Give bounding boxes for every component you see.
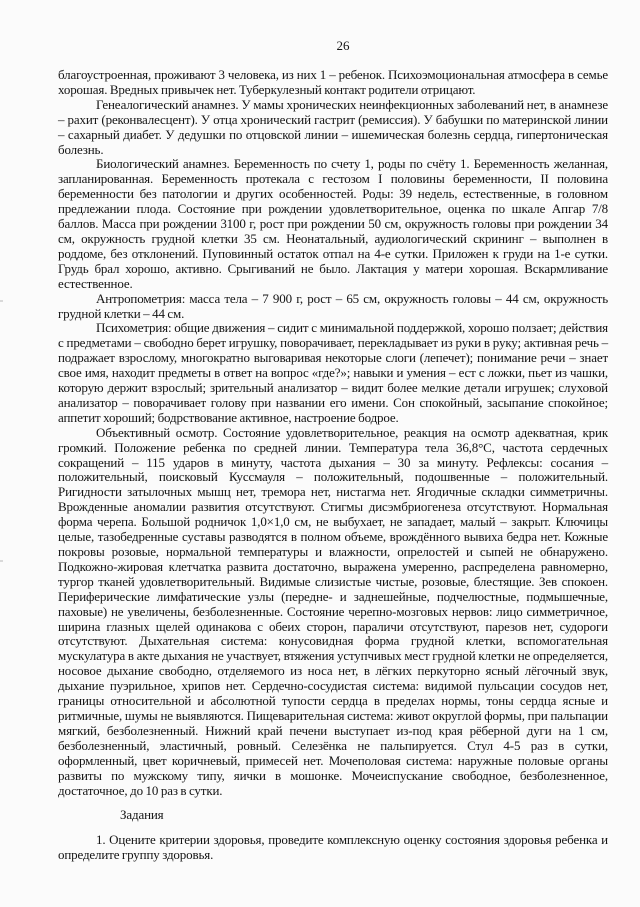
tasks-list — [58, 833, 608, 863]
page-number: 26 — [336, 38, 350, 53]
paragraph-genealogical-anamnesis: Генеалогический анамнез. У мамы хронических неинфекционных заболеваний нет, в анамнезе – рахит (реконвалесцент). У отца хронический гастрит (ремиссия). У бабушки по материнской линии – сахарный диабет. У дедушки по отцовской линии – ишемическая болезнь сердца, гипертоническая болезнь. — [58, 96, 608, 157]
paragraph-psychometry: Психометрия: общие движения – сидит с минимальной поддержкой, хорошо ползает; действия с предметами – свободно берет игрушку, поворачивает, перекладывает из руки в руку; активная речь – подражает взрослому, многократно выговаривая некоторые слоги (лепечет); понимание речи – знает свое имя, находит предметы в ответ на вопрос «где?»; навыки и умения – ест с ложки, пьет из чашки, которую держит взрослый; зрительный анализатор – видит более мелкие детали игрушек; слуховой анализатор – поворачивает голову при названии его имени. Сон спокойный, засыпание спокойное; аппетит хороший; бодрствование активное, настроение бодрое. — [58, 320, 608, 425]
paragraph-anthropometry: Антропометрия: масса тела – 7 900 г, рост – 65 см, окружность головы – 44 см, окружность грудной клетки – 44 см. — [58, 290, 608, 321]
task-item: 1. Оцените критерии здоровья, проведите комплексную оценку состояния здоровья ребенка и определите группу здоровья. — [58, 832, 608, 863]
tasks-heading: Задания — [120, 807, 164, 823]
scan-mark — [0, 560, 3, 562]
paragraph-living-conditions: благоустроенная, проживают 3 человека, из них 1 – ребенок. Психоэмоциональная атмосфера в семье хорошая. Вредных привычек нет. Туберкулезный контакт родители отрицают. — [58, 67, 608, 97]
scan-mark — [0, 300, 3, 302]
body-text — [58, 68, 608, 863]
paragraph-objective-exam: Объективный осмотр. Состояние удовлетворительное, реакция на осмотр адекватная, крик громкий. Положение ребенка по средней линии. Температура тела 36,8°C, частота сердечных сокращений – 115 ударов в минуту, частота дыхания – 30 за минуту. Рефлексы: сосания – положительный, поисковый Куссмауля – положительный, подошвенные – положительный. Ригидности затылочных мышц нет, тремора нет, нистагма нет. Ягодичные складки симметричны. Врожденные аномалии развития отсутствуют. Стигмы дисэмбриогенеза отсутствуют. Нормальная форма черепа. Большой родничок 1,0×1,0 см, не выбухает, не западает, малый – закрыт. Ключицы целые, тазобедренные суставы разводятся в полном объеме, врождённого вывиха бедра нет. Кожные покровы розовые, нормальной температуры и влажности, опрелостей и сыпей не обнаружено. Подкожно-жировая клетчатка развита достаточно, выражена умеренно, распределена равномерно, тургор тканей удовлетворительный. Видимые слизистые чистые, розовые, блестящие. Зев спокоен. Периферические лимфатические узлы (передне- и заднешейные, подчелюстные, подмышечные, паховые) не увеличены, безболезненные. Состояние черепно-мозговых нервов: лицо симметричное, ширина глазных щелей одинакова с обеих сторон, параличи отсутствуют, парезов нет, судороги отсутствуют. Дыхательная система: конусовидная форма грудной клетки, вспомогательная мускулатура в акте дыхания не участвует, втяжения уступчивых мест грудной клетки не определяется, носовое дыхание свободно, отделяемого из носа нет, в лёгких перкуторно ясный лёгочный звук, дыхание пуэрильное, хрипов нет. Сердечно-сосудистая система: видимой пульсации сосудов нет, границы относительной и абсолютной тупости сердца в пределах нормы, тоны сердца ясные и ритмичные, шумы не выявляются. Пищеварительная система: живот округлой формы, при пальпации мягкий, безболезненный. Нижний край печени выступает из-под края рёберной дуги на 1 см, безболезненный, эластичный, ровный. Селезёнка не пальпируется. Стул 4-5 раз в сутки, оформленный, цвет коричневый, примесей нет. Мочеполовая система: наружные половые органы развиты по мужскому типу, яички в мошонке. Мочеиспускание свободное, безболезненное, достаточное, до 10 раз в сутки. — [58, 424, 608, 798]
paragraph-biological-anamnesis: Биологический анамнез. Беременность по счету 1, роды по счёту 1. Беременность желанная, запланированная. Беременность протекала с гестозом I половины беременности, II половина беременности без патологии и других особенностей. Роды: 39 недель, естественные, в головном предлежании плода. Состояние при рождении удовлетворительное, оценка по шкале Апгар 7/8 баллов. Масса при рождении 3100 г, рост при рождении 50 см, окружность головы при рождении 34 см, окружность грудной клетки 35 см. Неонатальный, аудиологический скрининг – выполнен в роддоме, без отклонений. Пуповинный остаток отпал на 4-е сутки. Приложен к груди на 1-е сутки. Грудь брал хорошо, активно. Срыгиваний не было. Лактация у матери хорошая. Вскармливание естественное. — [58, 156, 608, 291]
